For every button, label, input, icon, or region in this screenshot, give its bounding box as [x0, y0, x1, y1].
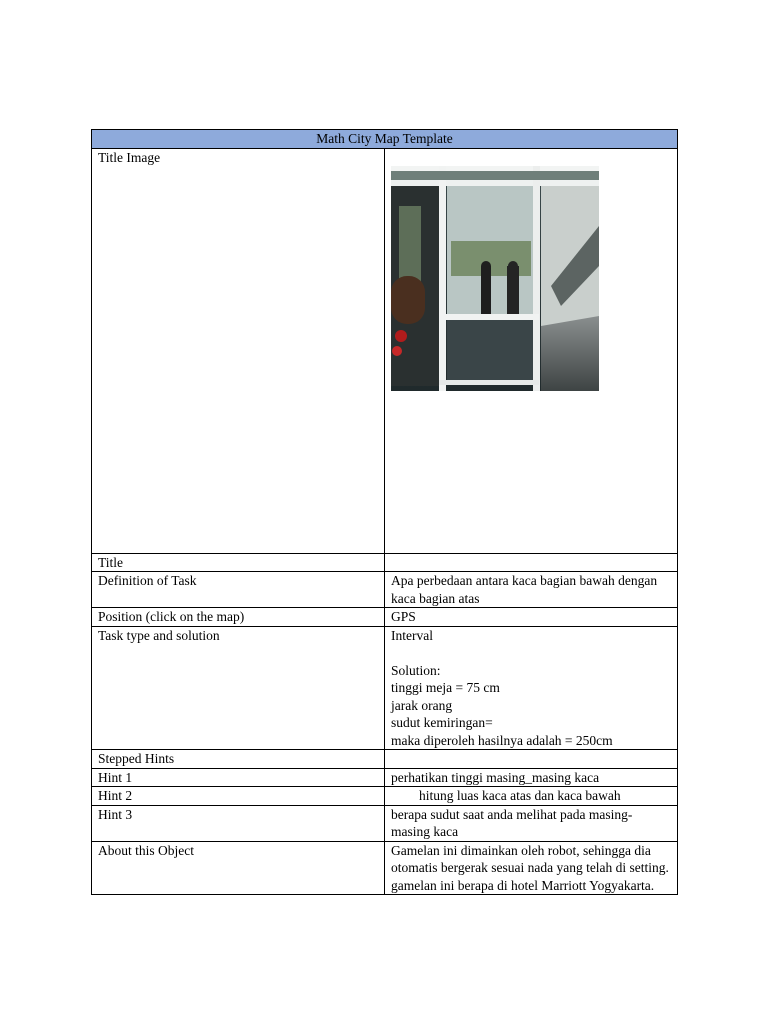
position-row	[92, 608, 678, 627]
task-type-row	[92, 626, 678, 750]
title-image-row	[92, 148, 678, 553]
solution-line-3: sudut kemiringan=	[391, 715, 493, 730]
glass-window-photo	[391, 166, 599, 391]
task-type-value	[385, 626, 678, 750]
hint-1-value: perhatikan tinggi masing_masing kaca	[385, 768, 678, 787]
about-label: About this Object	[92, 841, 385, 895]
stepped-hints-label: Stepped Hints	[92, 750, 385, 769]
hint-1-label: Hint 1	[92, 768, 385, 787]
table-header-row	[92, 130, 678, 149]
definition-label: Definition of Task	[92, 572, 385, 608]
about-row	[92, 841, 678, 895]
hint-1-row	[92, 768, 678, 787]
solution-line-1: tinggi meja = 75 cm	[391, 680, 500, 695]
stepped-hints-value	[385, 750, 678, 769]
math-city-map-table	[91, 129, 678, 895]
position-value: GPS	[385, 608, 678, 627]
title-image-label: Title Image	[92, 148, 385, 553]
title-row	[92, 553, 678, 572]
hint-2-cell	[385, 787, 678, 806]
title-image-photo	[391, 166, 599, 391]
hint-2-label: Hint 2	[92, 787, 385, 806]
definition-value: Apa perbedaan antara kaca bagian bawah dengan kaca bagian atas	[385, 572, 678, 608]
definition-row	[92, 572, 678, 608]
hint-3-label: Hint 3	[92, 805, 385, 841]
table-title: Math City Map Template	[92, 130, 678, 149]
hint-2-row	[92, 787, 678, 806]
title-value	[385, 553, 678, 572]
solution-label: Solution:	[391, 662, 441, 678]
position-label: Position (click on the map)	[92, 608, 385, 627]
stepped-hints-row	[92, 750, 678, 769]
title-image-cell	[385, 148, 678, 553]
solution-line-4: maka diperoleh hasilnya adalah = 250cm	[391, 732, 613, 748]
task-type-label: Task type and solution	[92, 626, 385, 750]
solution-line-2: jarak orang	[391, 697, 453, 713]
title-label: Title	[92, 553, 385, 572]
about-value: Gamelan ini dimainkan oleh robot, sehingga dia otomatis bergerak sesuai nada yang telah di setting. gamelan ini berapa di hotel Marriott Yogyakarta.	[385, 841, 678, 895]
hint-2-value: hitung luas kaca atas dan kaca bawah	[419, 788, 621, 803]
hint-3-value: berapa sudut saat anda melihat pada masing-masing kaca	[385, 805, 678, 841]
hint-3-row	[92, 805, 678, 841]
task-type-interval: Interval	[391, 627, 433, 643]
